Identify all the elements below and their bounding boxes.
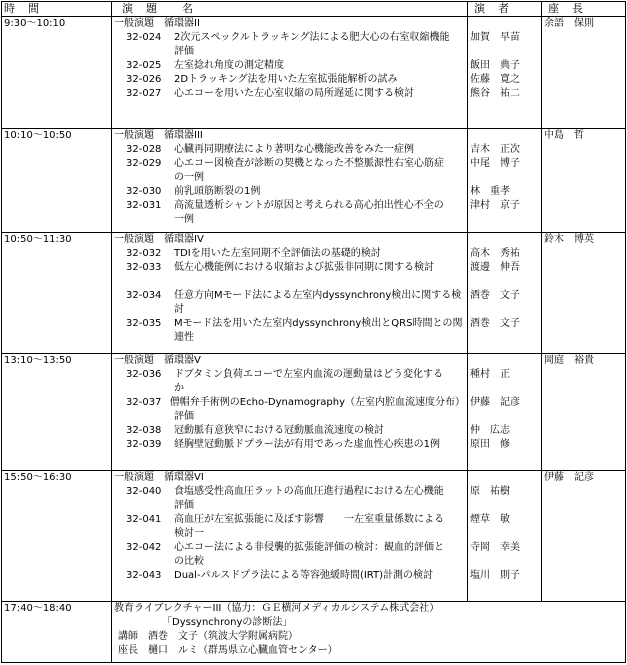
talk-title: Mモード法を用いた左室内dyssynchrony検出とQRS時間との関 [174, 318, 463, 329]
talk-code: 32-031 [126, 200, 162, 211]
talk-title: 食塩感受性高血圧ラットの高血圧進行過程における左心機能 [174, 486, 444, 497]
session-time: 10:50〜11:30 [2, 233, 112, 354]
speaker-name: 津村 京子 [470, 200, 520, 211]
talk-title: 心臓再同期療法により著明な心機能改善をみた一症例 [174, 144, 414, 155]
session-row [2, 233, 626, 354]
session-title: 一般演題 循環器II [114, 18, 200, 29]
session-speakers [468, 17, 542, 129]
talk-code: 32-043 [126, 570, 162, 581]
talk-code: 32-024 [126, 32, 162, 43]
talk-item [114, 485, 465, 499]
talk-item [114, 438, 465, 452]
talk-item [114, 569, 465, 583]
session-title: 一般演題 循環器V [114, 355, 201, 366]
talk-title: 高血圧が左室拡張能に及ぼす影響 一左室重量係数による [174, 514, 444, 525]
talk-item [114, 317, 465, 331]
talk-code: 32-037 [126, 397, 162, 408]
talk-code: 32-039 [126, 439, 162, 450]
talk-code: 32-029 [126, 158, 162, 169]
talk-item [114, 31, 465, 45]
talk-title-cont: 一例 [174, 214, 194, 225]
talk-title-cont: 評価 [174, 411, 194, 422]
session-talks [112, 471, 468, 602]
speaker-name: 種村 正 [470, 369, 510, 380]
talk-item [114, 289, 465, 303]
talk-code: 32-030 [126, 186, 162, 197]
session-chair [542, 354, 626, 471]
session-speakers [468, 354, 542, 471]
talk-item [114, 513, 465, 527]
speaker-name: 加賀 早苗 [470, 32, 520, 43]
talk-item [114, 143, 465, 157]
chair-name: 鈴木 博英 [544, 234, 594, 245]
talk-item [114, 59, 465, 73]
speaker-name: 吉木 正次 [470, 144, 520, 155]
session-row [2, 17, 626, 129]
talk-code: 32-027 [126, 88, 162, 99]
talk-code: 32-042 [126, 542, 162, 553]
talk-title: 任意方向Mモード法による左室内dyssynchrony検出に関する検 [174, 290, 462, 301]
speaker-name: 飯田 典子 [470, 60, 520, 71]
speaker-name: 高木 秀祐 [470, 248, 520, 259]
talk-code: 32-025 [126, 60, 162, 71]
lecture-row [2, 602, 626, 663]
session-speakers [468, 233, 542, 354]
speaker-name: 仲 広志 [470, 425, 510, 436]
talk-code: 32-026 [126, 74, 162, 85]
talk-title: 心エコー図検査が診断の契機となった不整脈源性右室心筋症 [174, 158, 444, 169]
lecture-lecturer: 講師 酒巻 文子（筑波大学附属病院） [118, 631, 298, 642]
talk-title: 2Dトラッキング法を用いた左室拡張能解析の試み [174, 74, 398, 85]
header-chair: 座 長 [542, 2, 626, 17]
talk-item [114, 396, 465, 410]
talk-item [114, 424, 465, 438]
header-row [2, 2, 626, 17]
chair-name: 伊藤 記彦 [544, 472, 594, 483]
program-table [1, 1, 626, 663]
session-time: 9:30〜10:10 [2, 17, 112, 129]
session-row [2, 354, 626, 471]
talk-item [114, 247, 465, 261]
talk-title: 心エコーを用いた左心室収縮の局所遅延に関する検討 [174, 88, 414, 99]
talk-title-cont: の一例 [174, 172, 204, 183]
talk-title: 僧帽弁手術例のEcho-Dynamography（左室内腔血流速度分布） [169, 397, 465, 408]
speaker-name: 寺岡 幸美 [470, 542, 520, 553]
header-speaker: 演 者 [468, 2, 542, 17]
speaker-name: 原田 修 [470, 439, 510, 450]
lecture-details [112, 602, 626, 663]
session-talks [112, 129, 468, 233]
chair-name: 中島 哲 [544, 130, 584, 141]
session-title: 一般演題 循環器VI [114, 472, 204, 483]
session-chair [542, 17, 626, 129]
session-chair [542, 471, 626, 602]
talk-title-cont: 評価 [174, 46, 194, 57]
talk-title-cont: か [174, 383, 184, 394]
talk-title-cont: 評価 [174, 500, 194, 511]
talk-code: 32-028 [126, 144, 162, 155]
speaker-name: 佐藤 寛之 [470, 74, 520, 85]
session-chair [542, 129, 626, 233]
talk-item [114, 261, 465, 275]
talk-title: 心エコー法による非侵襲的拡張能評価の検討：観血的評価と [174, 542, 444, 553]
talk-title-cont: 検討一 [174, 528, 204, 539]
talk-code: 32-040 [126, 486, 162, 497]
session-talks [112, 17, 468, 129]
speaker-name: 熊谷 祐二 [470, 88, 520, 99]
talk-item [114, 199, 465, 213]
talk-item [114, 368, 465, 382]
talk-code: 32-034 [126, 290, 162, 301]
talk-title: 2次元スペックルトラッキング法による肥大心の右室収縮機能 [174, 32, 450, 43]
talk-title-cont: 連性 [174, 332, 194, 343]
header-time: 時 間 [2, 2, 112, 17]
speaker-name: 酒巻 文子 [470, 318, 520, 329]
talk-title: 経胸壁冠動脈ドプラー法が有用であった虚血性心疾患の1例 [174, 439, 440, 450]
session-time: 13:10〜13:50 [2, 354, 112, 471]
session-row [2, 471, 626, 602]
talk-title: 高流量透析シャントが原因と考えられる高心拍出性心不全の [174, 200, 444, 211]
header-program: 演 題 名 [112, 2, 468, 17]
session-row [2, 129, 626, 233]
talk-title: 低左心機能例における収縮および拡張非同期に関する検討 [174, 262, 434, 273]
lecture-time: 17:40〜18:40 [2, 602, 112, 663]
speaker-name: 伊藤 記彦 [470, 397, 520, 408]
chair-name: 岡庭 裕貴 [544, 355, 594, 366]
session-speakers [468, 471, 542, 602]
chair-name: 余語 保則 [544, 18, 594, 29]
talk-code: 32-041 [126, 514, 162, 525]
talk-title-cont: 討 [174, 304, 184, 315]
session-talks [112, 354, 468, 471]
talk-item [114, 185, 465, 199]
speaker-name: 原 祐樹 [470, 486, 510, 497]
session-time: 10:10〜10:50 [2, 129, 112, 233]
talk-title: Dual-パルスドプラ法による等容弛緩時間(IRT)計測の検討 [174, 570, 434, 581]
speaker-name: 塩川 則子 [470, 570, 520, 581]
speaker-name: 渡邊 伸吾 [470, 262, 520, 273]
session-time: 15:50〜16:30 [2, 471, 112, 602]
talk-item [114, 87, 465, 101]
talk-title: TDIを用いた左室同期不全評価法の基礎的検討 [174, 248, 381, 259]
speaker-name: 煙草 敏 [470, 514, 510, 525]
lecture-title: 教育ライブレクチャーIII（協力：ＧＥ横河メディカルシステム株式会社） [114, 603, 440, 614]
talk-title: 冠動脈有意狭窄における冠動脈血流速度の検討 [174, 425, 384, 436]
talk-code: 32-038 [126, 425, 162, 436]
talk-code: 32-036 [126, 369, 162, 380]
speaker-name: 酒巻 文子 [470, 290, 520, 301]
session-chair [542, 233, 626, 354]
speaker-name: 中尾 博子 [470, 158, 520, 169]
talk-title: ドブタミン負荷エコーで左室内血流の運動量はどう変化する [174, 369, 443, 380]
session-talks [112, 233, 468, 354]
lecture-subtitle: 「Dyssynchronyの診断法」 [162, 617, 293, 628]
talk-title: 前乳頭筋断裂の1例 [174, 186, 261, 197]
session-title: 一般演題 循環器IV [114, 234, 204, 245]
talk-code: 32-035 [126, 318, 162, 329]
speaker-name: 林 重孝 [470, 186, 510, 197]
talk-title-cont: の比較 [174, 556, 204, 567]
session-speakers [468, 129, 542, 233]
lecture-chair: 座長 樋口 ルミ（群馬県立心臓血管センター） [118, 645, 338, 656]
talk-code: 32-032 [126, 248, 162, 259]
talk-item [114, 157, 465, 171]
talk-item [114, 73, 465, 87]
session-title: 一般演題 循環器III [114, 130, 203, 141]
talk-title: 左室捻れ角度の測定精度 [174, 60, 284, 71]
talk-code: 32-033 [126, 262, 162, 273]
talk-item [114, 541, 465, 555]
